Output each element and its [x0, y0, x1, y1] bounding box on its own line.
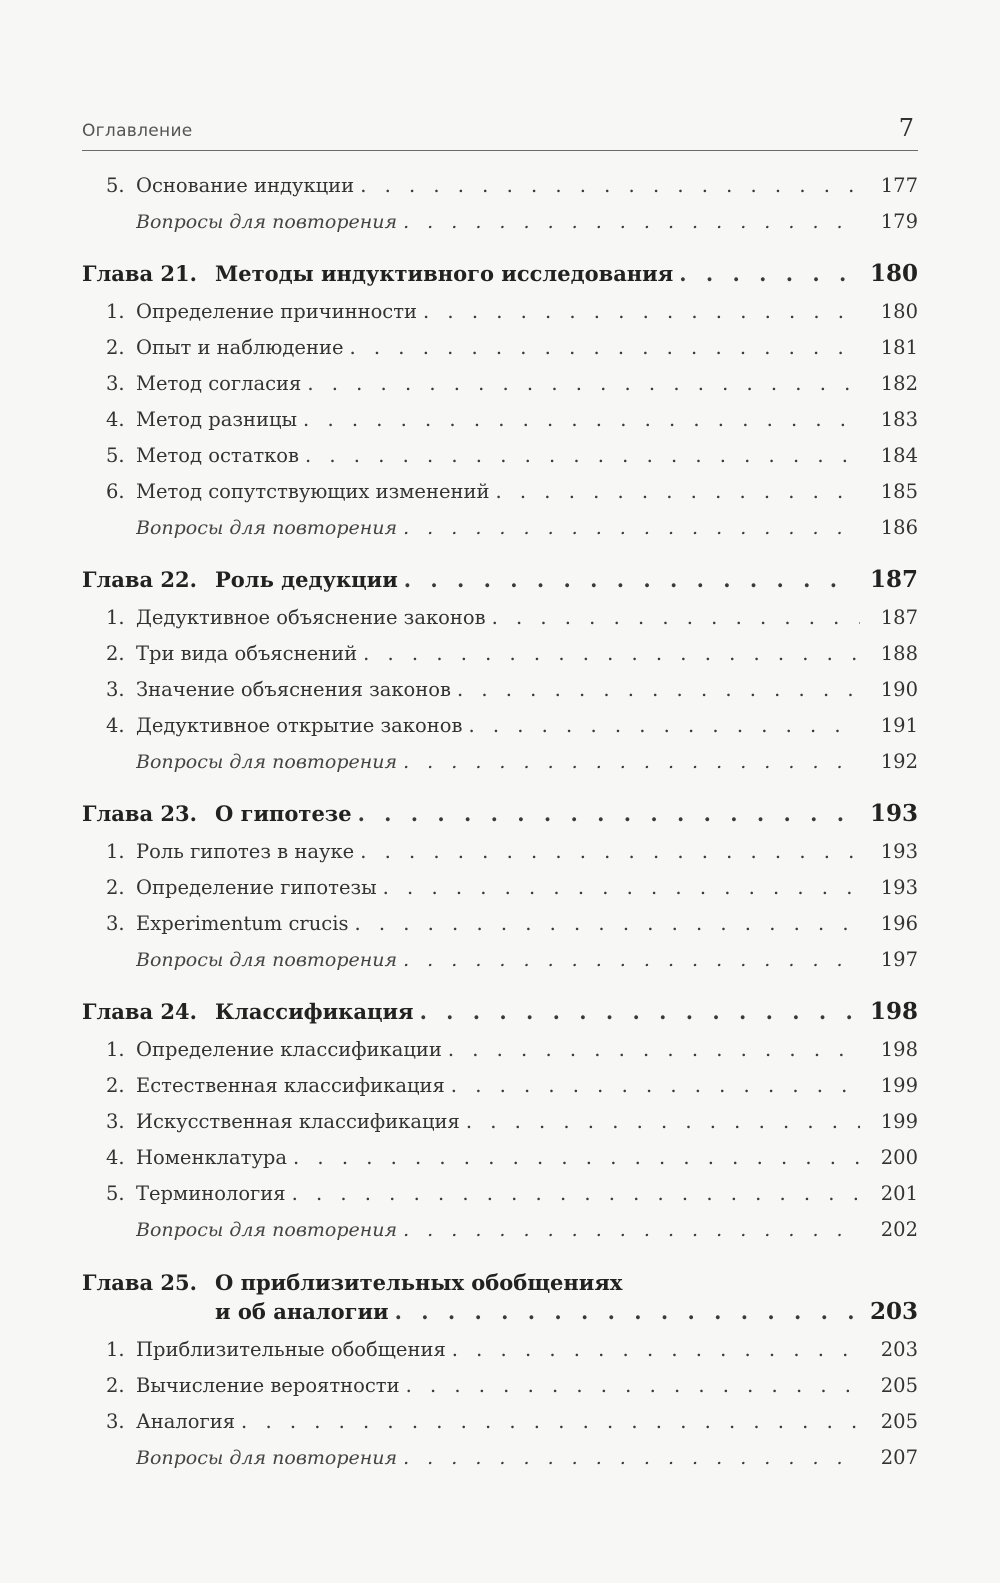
questions-page: 202 [880, 1218, 918, 1241]
section-number: 5. [106, 444, 125, 467]
toc-section-entry[interactable] [82, 912, 918, 948]
section-title: Вычисление вероятности [136, 1374, 400, 1397]
section-title: Терминология [136, 1182, 286, 1205]
toc-questions-entry[interactable] [82, 210, 918, 246]
section-title: Метод остатков [136, 444, 300, 467]
questions-title: Вопросы для повторения [136, 751, 398, 773]
section-title: Определение классификации [136, 1038, 442, 1061]
toc-section-entry[interactable] [82, 714, 918, 750]
section-page: 180 [880, 300, 918, 323]
toc-chapter-23[interactable] [82, 800, 918, 840]
section-page: 201 [880, 1182, 918, 1205]
section-title: Три вида объяснений [136, 642, 358, 665]
section-page: 193 [880, 840, 918, 863]
toc-section-entry[interactable] [82, 444, 918, 480]
toc-section-entry[interactable] [82, 1038, 918, 1074]
section-page: 181 [880, 336, 918, 359]
toc-section-entry[interactable] [82, 480, 918, 516]
section-title: Experimentum crucis [136, 912, 349, 935]
questions-page: 197 [880, 948, 918, 971]
toc-section-entry[interactable] [82, 642, 918, 678]
section-title: Определение гипотезы [136, 876, 377, 899]
chapter-page: 198 [869, 998, 918, 1025]
section-page: 205 [880, 1410, 918, 1433]
toc-section-entry[interactable] [82, 1374, 918, 1410]
section-page: 184 [880, 444, 918, 467]
toc-section-entry[interactable] [82, 840, 918, 876]
toc-section-entry[interactable] [82, 678, 918, 714]
section-number: 6. [106, 480, 125, 503]
chapter-page: 187 [869, 566, 918, 593]
section-number: 2. [106, 1074, 125, 1097]
chapter-label: Глава 23. [82, 801, 197, 826]
questions-page: 186 [880, 516, 918, 539]
toc-chapter-21[interactable] [82, 260, 918, 300]
questions-title: Вопросы для повторения [136, 1219, 398, 1241]
section-page: 198 [880, 1038, 918, 1061]
toc-section-entry[interactable] [82, 1110, 918, 1146]
toc-chapter-22[interactable] [82, 566, 918, 606]
chapter-title-line1: О приблизительных обобщениях [215, 1270, 623, 1295]
section-page: 190 [880, 678, 918, 701]
section-title: Определение причинности [136, 300, 418, 323]
toc-section-entry[interactable] [82, 408, 918, 444]
toc-questions-entry[interactable] [82, 1218, 918, 1254]
section-page: 200 [880, 1146, 918, 1169]
section-number: 1. [106, 1038, 125, 1061]
section-title: Дедуктивное открытие законов [136, 714, 463, 737]
section-number: 3. [106, 372, 125, 395]
section-page: 185 [880, 480, 918, 503]
questions-page: 192 [880, 750, 918, 773]
header-page-number: 7 [898, 114, 914, 142]
running-header [82, 104, 918, 151]
section-title: Номенклатура [136, 1146, 288, 1169]
section-number: 2. [106, 642, 125, 665]
section-title: Метод разницы [136, 408, 298, 431]
section-title: Значение объяснения законов [136, 678, 451, 701]
section-number: 5. [106, 174, 125, 197]
questions-title: Вопросы для повторения [136, 211, 398, 233]
header-title: Оглавление [82, 121, 193, 141]
chapter-label: Глава 25. [82, 1270, 197, 1295]
questions-title: Вопросы для повторения [136, 949, 398, 971]
section-number: 1. [106, 300, 125, 323]
section-title: Опыт и наблюдение [136, 336, 344, 359]
section-number: 5. [106, 1182, 125, 1205]
toc-chapter-25[interactable] [82, 1268, 918, 1338]
section-title: Приблизительные обобщения [136, 1338, 446, 1361]
section-page: 183 [880, 408, 918, 431]
toc-section-entry[interactable] [82, 174, 918, 210]
chapter-title: Классификация [215, 999, 414, 1024]
toc-section-entry[interactable] [82, 1410, 918, 1446]
section-number: 4. [106, 408, 125, 431]
section-page: 205 [880, 1374, 918, 1397]
questions-page: 179 [880, 210, 918, 233]
chapter-title: Методы индуктивного исследования [215, 261, 674, 286]
section-page: 196 [880, 912, 918, 935]
questions-title: Вопросы для повторения [136, 1447, 398, 1469]
section-number: 3. [106, 1410, 125, 1433]
table-of-contents [82, 174, 918, 1482]
chapter-page: 203 [869, 1298, 918, 1325]
chapter-label: Глава 21. [82, 261, 197, 286]
section-number: 3. [106, 912, 125, 935]
chapter-page: 180 [869, 260, 918, 287]
questions-title: Вопросы для повторения [136, 517, 398, 539]
section-page: 191 [880, 714, 918, 737]
toc-questions-entry[interactable] [82, 516, 918, 552]
section-number: 1. [106, 1338, 125, 1361]
section-title: Метод сопутствующих изменений [136, 480, 490, 503]
chapter-title: О гипотезе [215, 801, 352, 826]
section-number: 3. [106, 678, 125, 701]
section-page: 203 [880, 1338, 918, 1361]
section-page: 193 [880, 876, 918, 899]
chapter-page: 193 [869, 800, 918, 827]
toc-section-entry[interactable] [82, 1146, 918, 1182]
section-number: 2. [106, 336, 125, 359]
toc-section-entry[interactable] [82, 1074, 918, 1110]
section-title: Естественная классификация [136, 1074, 445, 1097]
section-page: 188 [880, 642, 918, 665]
section-page: 177 [880, 174, 918, 197]
section-title: Метод согласия [136, 372, 302, 395]
section-title: Роль гипотез в науке [136, 840, 355, 863]
section-number: 1. [106, 606, 125, 629]
section-title: Аналогия [136, 1410, 236, 1433]
section-title: Основание индукции [136, 174, 355, 197]
toc-section-entry[interactable] [82, 372, 918, 408]
toc-section-entry[interactable] [82, 300, 918, 336]
section-page: 182 [880, 372, 918, 395]
section-number: 3. [106, 1110, 125, 1133]
chapter-title-line2: и об аналогии [215, 1299, 389, 1324]
toc-section-entry[interactable] [82, 606, 918, 642]
toc-section-entry[interactable] [82, 336, 918, 372]
questions-page: 207 [880, 1446, 918, 1469]
chapter-label: Глава 24. [82, 999, 197, 1024]
section-title: Искусственная классификация [136, 1110, 460, 1133]
toc-chapter-24[interactable] [82, 998, 918, 1038]
section-page: 199 [880, 1110, 918, 1133]
section-title: Дедуктивное объяснение законов [136, 606, 486, 629]
section-number: 2. [106, 1374, 125, 1397]
toc-section-entry[interactable] [82, 1182, 918, 1218]
toc-section-entry[interactable] [82, 876, 918, 912]
toc-questions-entry[interactable] [82, 948, 918, 984]
chapter-title: Роль дедукции [215, 567, 398, 592]
toc-questions-entry[interactable] [82, 750, 918, 786]
chapter-label: Глава 22. [82, 567, 197, 592]
section-page: 199 [880, 1074, 918, 1097]
section-number: 2. [106, 876, 125, 899]
section-number: 1. [106, 840, 125, 863]
toc-questions-entry[interactable] [82, 1446, 918, 1482]
toc-section-entry[interactable] [82, 1338, 918, 1374]
section-number: 4. [106, 714, 125, 737]
section-page: 187 [880, 606, 918, 629]
section-number: 4. [106, 1146, 125, 1169]
